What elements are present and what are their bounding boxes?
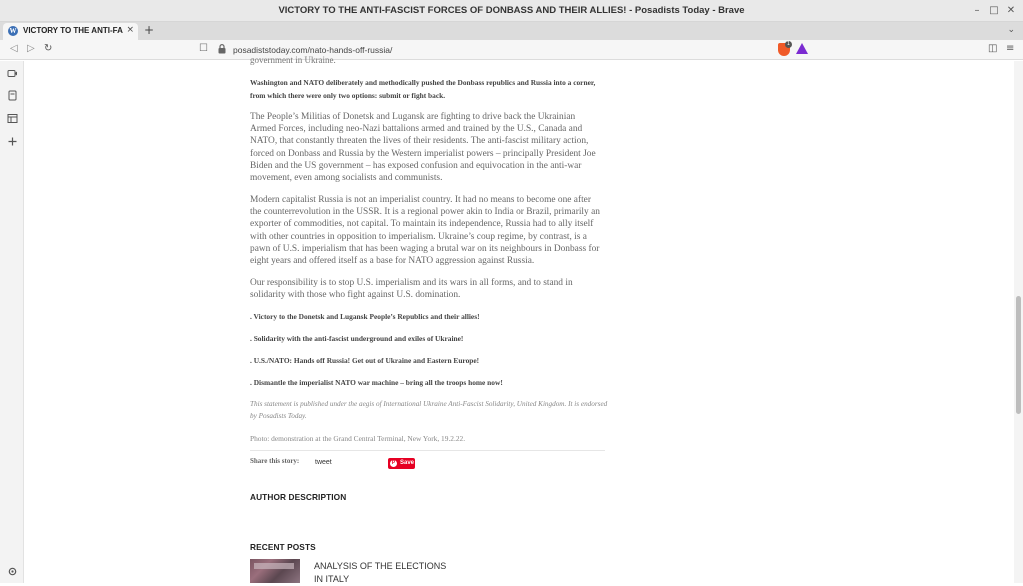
- slogan-2: . Solidarity with the anti-fascist underground and exiles of Ukraine!: [250, 334, 464, 343]
- lock-icon: [218, 44, 226, 54]
- shield-count-badge: 1: [786, 41, 791, 47]
- slogan-3: . U.S./NATO: Hands off Russia! Get out of Ukraine and Eastern Europe!: [250, 356, 480, 365]
- close-window-button[interactable]: ✕: [1006, 5, 1016, 16]
- tab-close-icon[interactable]: ×: [126, 25, 134, 35]
- maximize-button[interactable]: □: [989, 5, 999, 16]
- forward-button[interactable]: ▷: [27, 43, 35, 54]
- pinterest-icon: P: [391, 460, 396, 466]
- sidebar-toggle-icon[interactable]: ◫: [988, 43, 998, 54]
- tab-list-chevron-icon[interactable]: ⌄: [1007, 25, 1015, 35]
- pinterest-save-button[interactable]: [388, 458, 415, 469]
- recent-posts-heading: RECENT POSTS: [250, 542, 316, 552]
- share-label: Share this story:: [250, 457, 300, 465]
- tweet-button[interactable]: tweet: [315, 459, 332, 466]
- add-icon[interactable]: [7, 136, 18, 147]
- article-cut-line: government in Ukraine.: [250, 55, 336, 65]
- share-divider: [250, 450, 605, 451]
- slogan-1: . Victory to the Donetsk and Lugansk People’s Republics and their allies!: [250, 312, 480, 321]
- article-paragraph-1: The People’s Militias of Donetsk and Lugansk are fighting to drive back the Ukrainian Armed Forces, including neo-Nazi battalions armed and trained by the U.S., Canada and NATO, that constantly threaten the lives of their residents. The anti-fascist military action, forced on Donbass and Russia by the Western imperialist powers – principally President Joe Biden and the US government – has exposed confusion and equivocation in the anti-war movement, even among socialists and communists.: [250, 112, 596, 184]
- back-button[interactable]: ◁: [10, 43, 18, 54]
- page-scrollbar-thumb[interactable]: [1016, 296, 1021, 414]
- video-icon[interactable]: [7, 68, 18, 79]
- tab-label: VICTORY TO THE ANTI-FA: [23, 26, 123, 35]
- slogan-4: . Dismantle the imperialist NATO war machine – bring all the troops home now!: [250, 378, 503, 387]
- pinterest-save-label: Save: [400, 460, 415, 466]
- reload-button[interactable]: ↻: [44, 43, 53, 54]
- tab-active[interactable]: [3, 23, 138, 40]
- bookmark-icon[interactable]: ☐: [199, 43, 208, 54]
- statement-note: This statement is published under the aegis of International Ukraine Anti-Fascist Solidarity, United Kingdom. It is endorsed by Posadists Today.: [250, 400, 608, 420]
- address-bar: [0, 40, 1023, 60]
- wordpress-icon: W: [9, 27, 17, 35]
- article-paragraph-3: Our responsibility is to stop U.S. imperialism and its wars in all forms, and to stand in solidarity with those who fight against U.S. domination.: [250, 278, 573, 301]
- reading-list-icon[interactable]: [7, 113, 18, 124]
- recent-post-thumbnail[interactable]: [250, 559, 300, 583]
- url-text: posadiststoday.com/nato-hands-off-russia/: [233, 45, 393, 55]
- recent-post-title-link[interactable]: ANALYSIS OF THE ELECTIONS IN ITALY: [314, 561, 447, 584]
- minimize-button[interactable]: –: [974, 5, 980, 16]
- article-bold-intro: Washington and NATO deliberately and methodically pushed the Donbass republics and Russia into a corner, from which there were only two options: submit or fight back.: [250, 78, 596, 100]
- bookmark-icon[interactable]: [7, 90, 18, 101]
- thumbnail-banner: [254, 563, 294, 569]
- brave-rewards-icon[interactable]: [796, 43, 808, 54]
- article-paragraph-2: Modern capitalist Russia is not an imperialist country. It had no means to become one after the counterrevolution in the USSR. It is a regional power akin to India or Brazil, primarily an exporter of commodities, not capital. To maintain its independence, Russia had to ally itself with other countries in opposition to imperialism. Ukraine’s coup regime, by contrast, is a pawn of U.S. imperialism that has been waging a brutal war on its neighbours in Donbass for eight years and offered itself as a base for NATO aggression against Russia.: [250, 195, 600, 267]
- menu-icon[interactable]: ≡: [1006, 43, 1015, 54]
- photo-credit: Photo: demonstration at the Grand Central Terminal, New York, 19.2.22.: [250, 434, 466, 443]
- window-titlebar: [0, 0, 1023, 22]
- tab-bar: [0, 22, 1023, 40]
- author-description-heading: AUTHOR DESCRIPTION: [250, 492, 347, 502]
- new-tab-button[interactable]: +: [144, 23, 155, 37]
- window-title: VICTORY TO THE ANTI-FASCIST FORCES OF DONBASS AND THEIR ALLIES! - Posadists Today - Brave: [278, 5, 745, 16]
- settings-icon[interactable]: [7, 566, 18, 577]
- browser-sidebar: [0, 61, 24, 583]
